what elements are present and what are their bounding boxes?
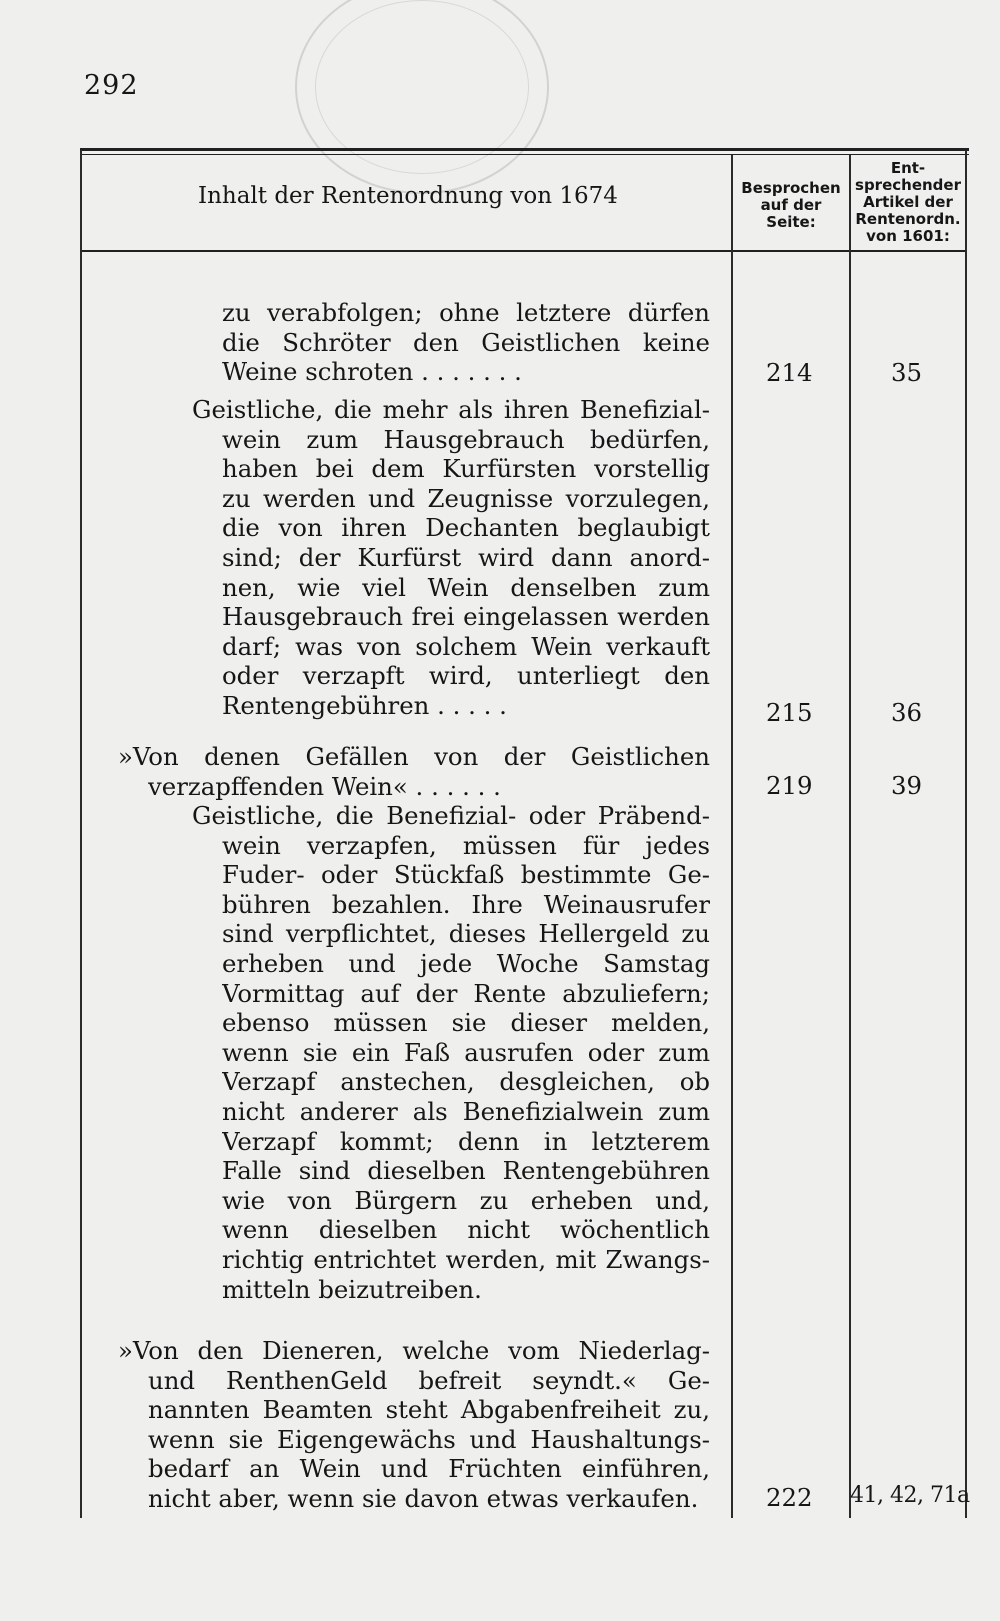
page-number: 292 <box>84 70 139 101</box>
table-top-rule-thick <box>80 148 969 151</box>
text-line: wenn sie Eigengewächs und Haushaltungs- <box>148 1424 710 1454</box>
text-line: zu verabfolgen; ohne letztere dürfen <box>222 298 710 327</box>
entry-text <box>192 395 710 721</box>
text-line: Geistliche, die mehr als ihren Benefizial- <box>192 395 710 424</box>
text-line: die von ihren Dechanten beglaubigt <box>222 513 710 543</box>
entry-text <box>118 742 710 801</box>
article-reference: 39 <box>891 771 923 800</box>
text-line: Rentengebühren . . . . . <box>222 690 507 720</box>
text-line: Verzapf anstechen, desgleichen, ob <box>222 1067 710 1097</box>
text-line: sind; der Kurfürst wird dann anord- <box>222 542 710 572</box>
entry-text <box>222 298 710 387</box>
text-line: wein verzapfen, müssen für jedes <box>222 830 710 860</box>
text-line: nicht aber, wenn sie davon etwas verkaufen. <box>148 1483 699 1513</box>
column-divider-article <box>849 155 851 1518</box>
text-line: ebenso müssen sie dieser melden, <box>222 1008 710 1038</box>
text-line: wein zum Hausgebrauch bedürfen, <box>222 424 710 454</box>
text-line: erheben und jede Woche Samstag <box>222 948 710 978</box>
text-line: Geistliche, die Benefizial- oder Präbend- <box>192 801 710 830</box>
text-line: Verzapf kommt; denn in letzterem <box>222 1126 710 1156</box>
text-line: sind verpflichtet, dieses Hellergeld zu <box>222 919 710 949</box>
page-reference: 219 <box>766 771 813 800</box>
text-line: haben bei dem Kurfürsten vorstellig <box>222 454 710 484</box>
text-line: Hausgebrauch frei eingelassen werden <box>222 602 710 632</box>
text-line: wie von Bürgern zu erheben und, <box>222 1185 710 1215</box>
text-line: und RenthenGeld befreit seyndt.« Ge- <box>148 1365 710 1395</box>
text-line: Fuder- oder Stückfaß bestimmte Ge- <box>222 860 710 890</box>
text-line: bühren bezahlen. Ihre Weinausrufer <box>222 889 710 919</box>
discussed-page-column-header: Besprochen auf der Seite: <box>741 179 841 231</box>
text-line: verzapffenden Wein« . . . . . . <box>148 771 501 801</box>
text-line: die Schröter den Geistlichen keine <box>222 327 710 357</box>
text-line: wenn sie ein Faß ausrufen oder zum <box>222 1037 710 1067</box>
text-line: »Von den Dieneren, welche vom Niederlag- <box>118 1336 710 1365</box>
text-line: oder verzapft wird, unterliegt den <box>222 661 710 691</box>
text-line: nicht anderer als Benefizialwein zum <box>222 1096 710 1126</box>
page-reference: 214 <box>766 358 813 387</box>
article-reference: 35 <box>891 358 923 387</box>
entry-text <box>118 1336 710 1514</box>
table-header-rule <box>82 250 967 252</box>
text-line: Vormittag auf der Rente abzuliefern; <box>222 978 710 1008</box>
article-reference: 36 <box>891 698 923 727</box>
text-line: nen, wie viel Wein denselben zum <box>222 572 710 602</box>
table-right-border <box>965 150 967 1518</box>
text-line: »Von denen Gefällen von der Geistlichen <box>118 742 710 771</box>
text-line: Weine schroten . . . . . . . <box>222 357 522 387</box>
text-line: nannten Beamten steht Abgabenfreiheit zu, <box>148 1395 710 1425</box>
article-reference: 41, 42, 71a <box>850 1483 970 1508</box>
text-line: Falle sind dieselben Rentengebühren <box>222 1156 710 1186</box>
text-line: darf; was von solchem Wein verkauft <box>222 631 710 661</box>
text-line: richtig entrichtet werden, mit Zwangs- <box>222 1244 710 1274</box>
table-left-border <box>80 150 82 1518</box>
page-reference: 215 <box>766 698 813 727</box>
text-line: bedarf an Wein und Früchten einführen, <box>148 1454 710 1484</box>
text-line: zu werden und Zeugnisse vorzulegen, <box>222 483 710 513</box>
page-reference: 222 <box>766 1483 813 1512</box>
entry-text <box>192 801 710 1304</box>
column-divider-page <box>731 155 733 1518</box>
contents-column-header: Inhalt der Rentenordnung von 1674 <box>198 183 618 209</box>
text-line: wenn dieselben nicht wöchentlich <box>222 1215 710 1245</box>
library-stamp <box>295 0 549 194</box>
article-column-header: Ent- sprechender Artikel der Rentenordn. von 1601: <box>855 159 961 245</box>
table-top-rule-thin <box>80 154 969 155</box>
text-line: mitteln beizutreiben. <box>222 1274 482 1304</box>
